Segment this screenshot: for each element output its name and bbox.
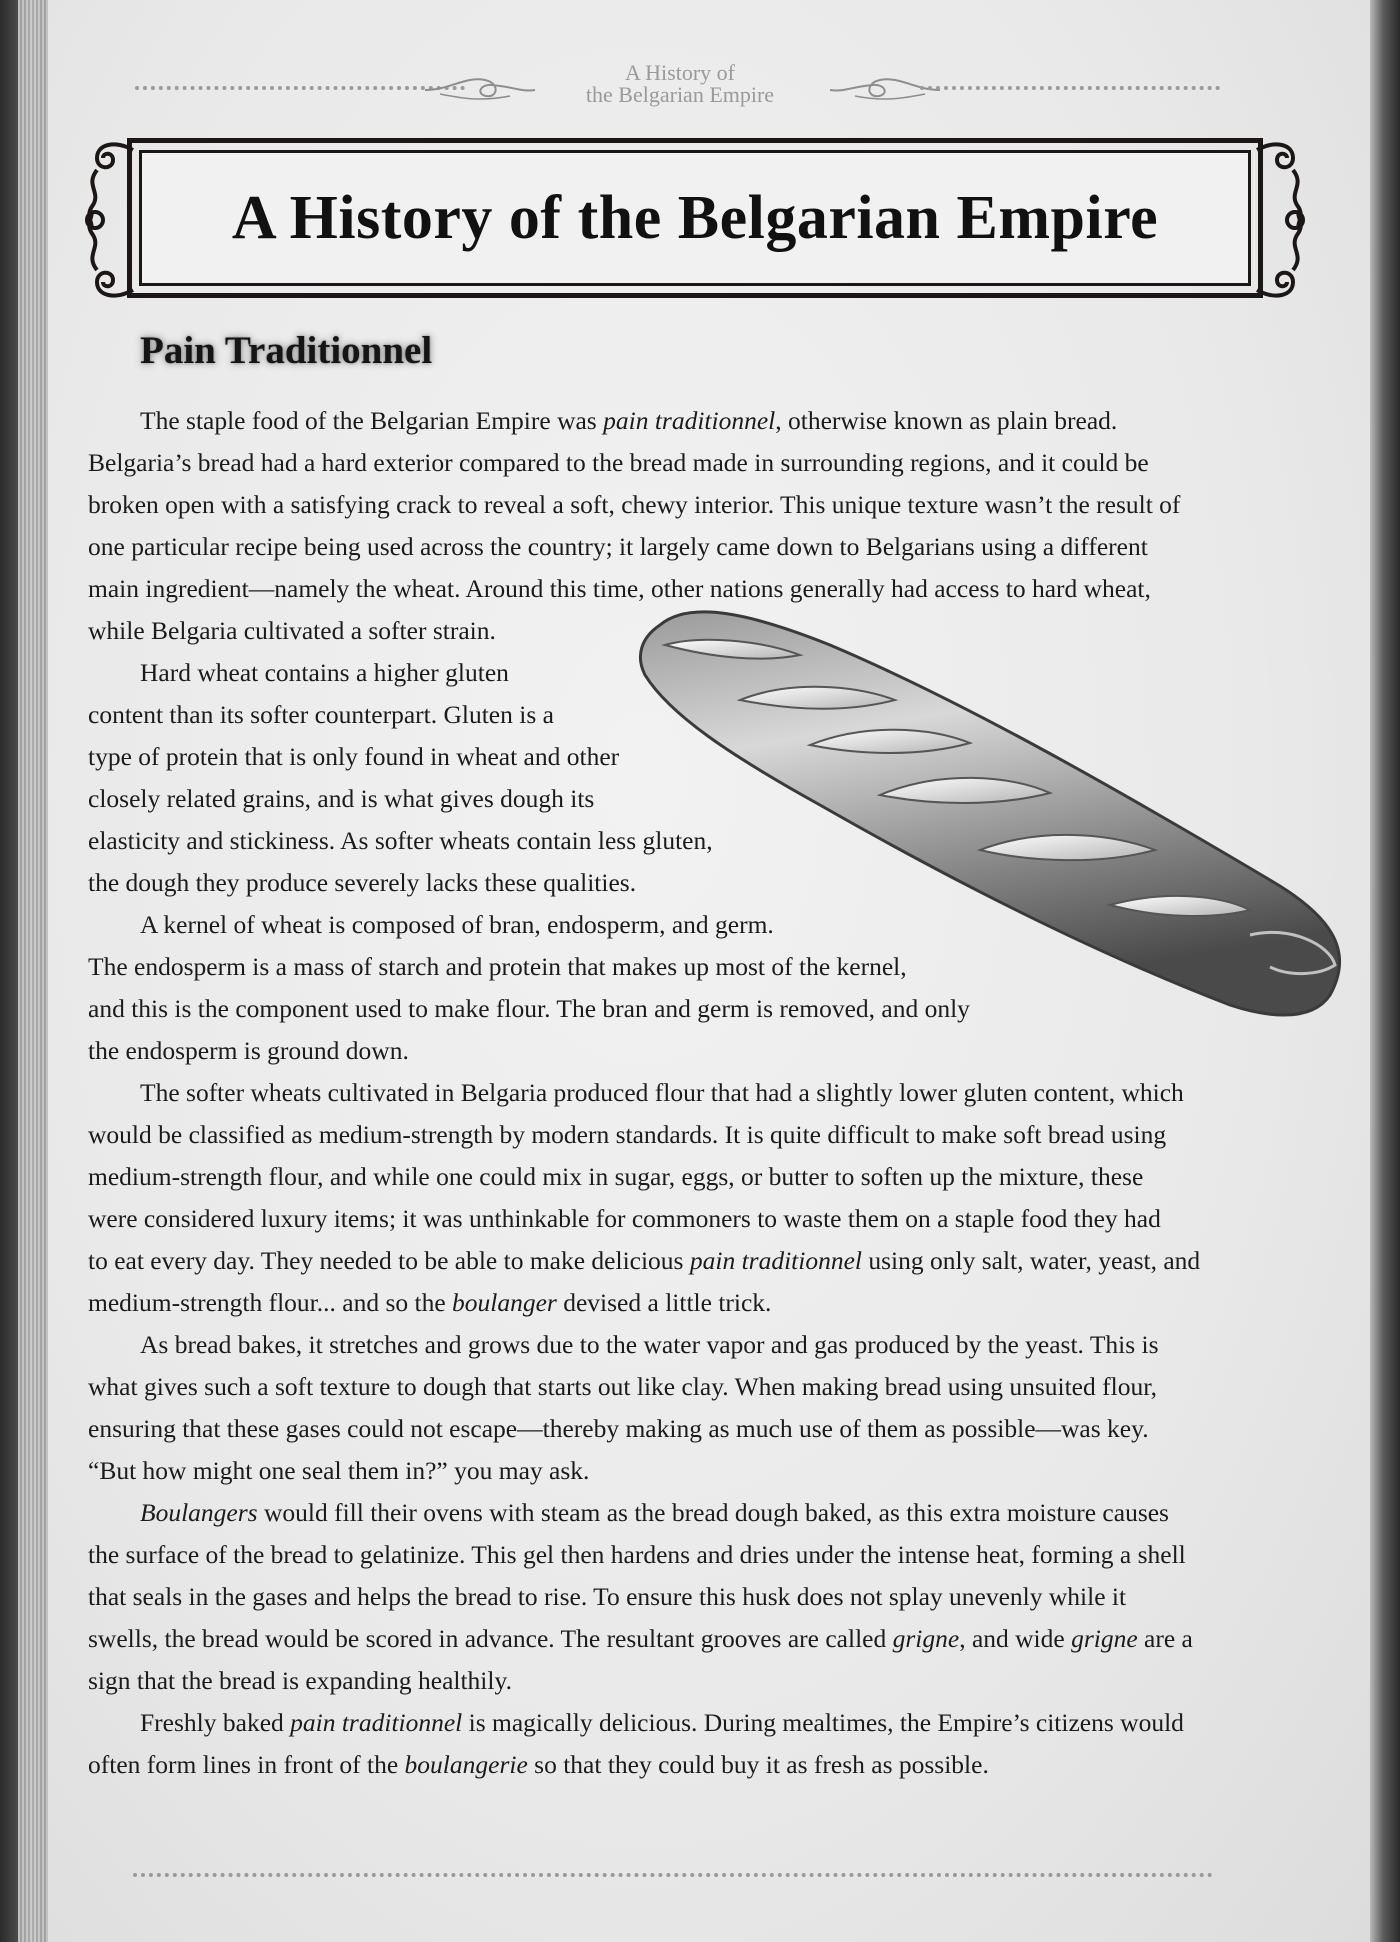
text-line: main ingredient—namely the wheat. Around this time, other nations generally had access to hard wheat, bbox=[88, 574, 1151, 603]
italic-term: pain traditionnel bbox=[603, 406, 776, 435]
text-line: the dough they produce severely lacks these qualities. bbox=[88, 868, 637, 897]
text-line: that seals in the gases and helps the bread to rise. To ensure this husk does not splay unevenly while it bbox=[88, 1582, 1127, 1611]
text-line: elasticity and stickiness. As softer wheats contain less gluten, bbox=[88, 826, 713, 855]
text-line: swells, the bread would be scored in advance. The resultant grooves are called grigne, and wide grigne are a bbox=[88, 1624, 1193, 1653]
text-line: The softer wheats cultivated in Belgaria produced flour that had a slightly lower gluten content, which bbox=[140, 1078, 1184, 1107]
section-heading: Pain Traditionnel bbox=[140, 329, 433, 372]
italic-term: boulangerie bbox=[404, 1750, 528, 1779]
paragraph-6 bbox=[88, 1492, 1328, 1702]
book-right-edge bbox=[1370, 0, 1400, 1942]
flourish-left-icon bbox=[420, 68, 540, 108]
header-dotted-rule-right bbox=[920, 86, 1220, 90]
header-dotted-rule-left bbox=[135, 86, 465, 90]
text-line: Freshly baked pain traditionnel is magically delicious. During mealtimes, the Empire’s citizens would bbox=[140, 1708, 1184, 1737]
text-line: A kernel of wheat is composed of bran, endosperm, and germ. bbox=[140, 910, 774, 939]
text-line: and this is the component used to make flour. The bran and germ is removed, and only bbox=[88, 994, 970, 1023]
text-line: often form lines in front of the boulangerie so that they could buy it as fresh as possible. bbox=[88, 1750, 989, 1779]
text-line: Belgaria’s bread had a hard exterior compared to the bread made in surrounding regions, and it could be bbox=[88, 448, 1149, 477]
text-line: medium-strength flour... and so the boulanger devised a little trick. bbox=[88, 1288, 772, 1317]
text-line: sign that the bread is expanding healthily. bbox=[88, 1666, 512, 1695]
italic-term: pain traditionnel bbox=[290, 1708, 463, 1737]
italic-term: pain traditionnel bbox=[689, 1246, 862, 1275]
text-line: broken open with a satisfying crack to reveal a soft, chewy interior. This unique texture wasn’t the result of bbox=[88, 490, 1181, 519]
text-line: would be classified as medium-strength by modern standards. It is quite difficult to make soft bread using bbox=[88, 1120, 1167, 1149]
paragraph-5 bbox=[88, 1324, 1328, 1492]
text-line: Boulangers would fill their ovens with steam as the bread dough baked, as this extra moisture causes bbox=[140, 1498, 1169, 1527]
italic-term: grigne bbox=[1071, 1624, 1138, 1653]
text-line: the endosperm is ground down. bbox=[88, 1036, 409, 1065]
text-line: medium-strength flour, and while one could mix in sugar, eggs, or butter to soften up the mixture, these bbox=[88, 1162, 1144, 1191]
text-line: the surface of the bread to gelatinize. This gel then hardens and dries under the intense heat, forming a shell bbox=[88, 1540, 1186, 1569]
running-header bbox=[135, 58, 1220, 118]
italic-term: boulanger bbox=[452, 1288, 557, 1317]
text-line: one particular recipe being used across the country; it largely came down to Belgarians using a different bbox=[88, 532, 1148, 561]
footer-dotted-rule bbox=[133, 1873, 1213, 1877]
running-header-line1: A History of bbox=[625, 60, 735, 85]
text-line: content than its softer counterpart. Gluten is a bbox=[88, 700, 554, 729]
text-line: ensuring that these gases could not escape—thereby making as much use of them as possible—was key. bbox=[88, 1414, 1149, 1443]
paragraph-4 bbox=[88, 1072, 1328, 1324]
text-line: to eat every day. They needed to be able to make delicious pain traditionnel using only salt, water, yeast, and bbox=[88, 1246, 1201, 1275]
text-line: closely related grains, and is what gives dough its bbox=[88, 784, 595, 813]
text-line: “But how might one seal them in?” you may ask. bbox=[88, 1456, 590, 1485]
text-line: The endosperm is a mass of starch and protein that makes up most of the kernel, bbox=[88, 952, 907, 981]
running-header-line2: the Belgarian Empire bbox=[585, 82, 775, 107]
page-title: A History of the Belgarian Empire bbox=[231, 183, 1159, 252]
baguette-illustration bbox=[630, 605, 1360, 1035]
paragraph-7 bbox=[88, 1702, 1328, 1786]
text-line: what gives such a soft texture to dough that starts out like clay. When making bread using unsuited flour, bbox=[88, 1372, 1158, 1401]
italic-term: Boulangers bbox=[140, 1498, 258, 1527]
text-line: As bread bakes, it stretches and grows due to the water vapor and gas produced by the yeast. This is bbox=[140, 1330, 1159, 1359]
text-line: while Belgaria cultivated a softer strain. bbox=[88, 616, 496, 645]
title-frame bbox=[75, 130, 1315, 310]
text-line: type of protein that is only found in wheat and other bbox=[88, 742, 620, 771]
text-line: were considered luxury items; it was unthinkable for commoners to waste them on a staple food they had bbox=[88, 1204, 1161, 1233]
scroll-ornament-right-icon bbox=[1245, 130, 1315, 310]
running-header-label bbox=[560, 62, 800, 106]
text-line: Hard wheat contains a higher gluten bbox=[140, 658, 509, 687]
italic-term: grigne bbox=[892, 1624, 960, 1653]
text-line: The staple food of the Belgarian Empire was pain traditionnel, otherwise known as plain bread. bbox=[140, 406, 1118, 435]
